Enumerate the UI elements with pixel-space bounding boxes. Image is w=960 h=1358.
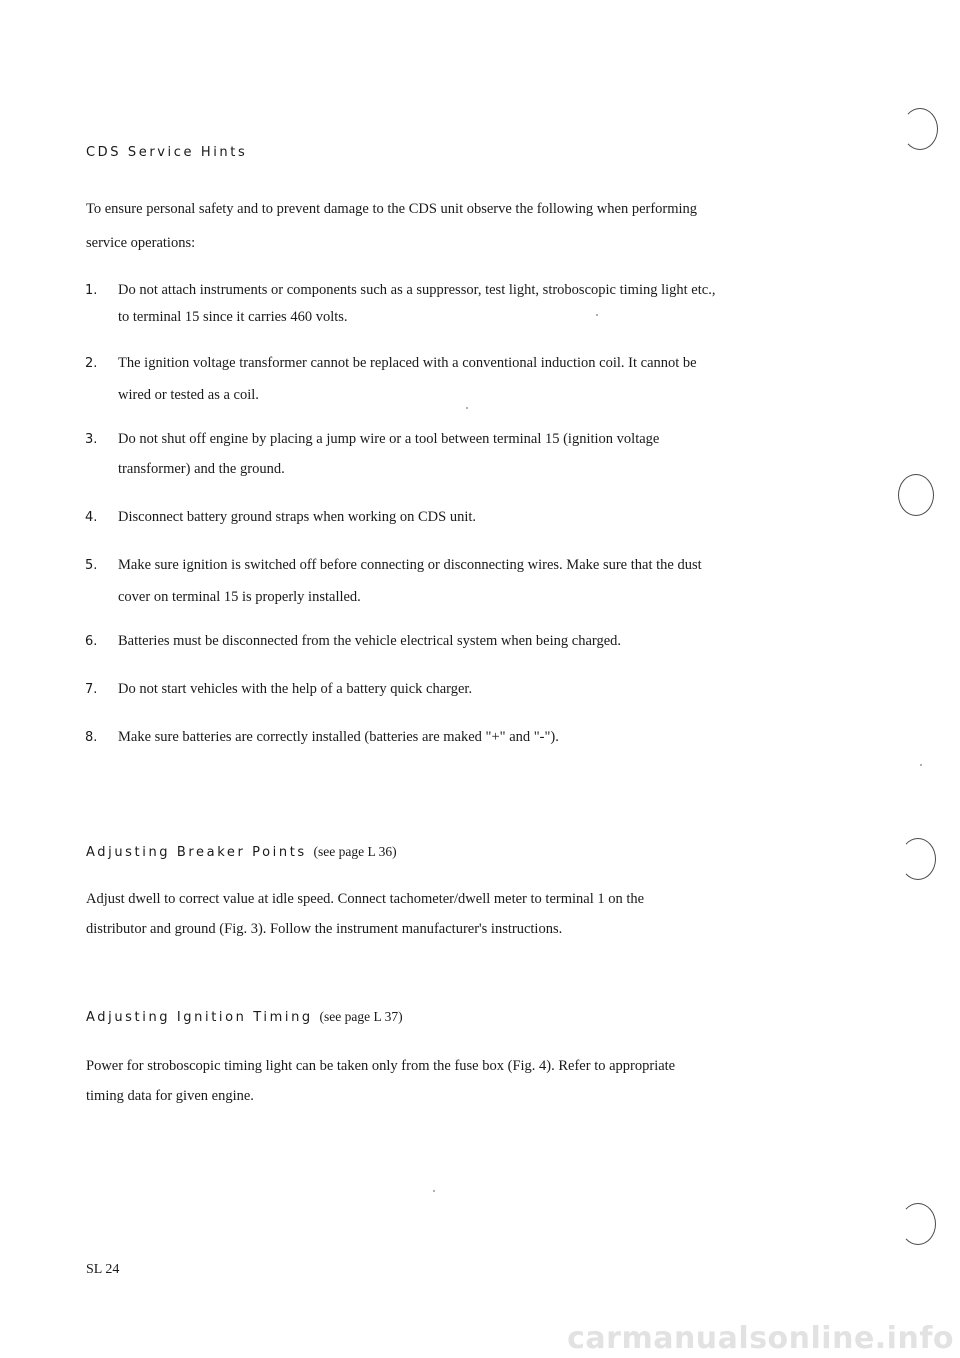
list-item-text: cover on terminal 15 is properly installed.	[118, 589, 361, 605]
section-heading-ignition-timing	[86, 1008, 403, 1027]
list-item-text: Do not shut off engine by placing a jump wire or a tool between terminal 15 (ignition voltage	[118, 431, 660, 447]
binder-hole-icon	[900, 1203, 936, 1245]
list-item-text: to terminal 15 since it carries 460 volts.	[118, 309, 348, 325]
page-number: SL 24	[86, 1262, 120, 1277]
list-item-number: 8.	[85, 730, 98, 745]
list-item-number: 5.	[85, 558, 98, 573]
intro-text-line-1: To ensure personal safety and to prevent damage to the CDS unit observe the following when performing	[86, 201, 698, 217]
watermark: carmanualsonline.info	[567, 1321, 954, 1356]
paragraph-line: Power for stroboscopic timing light can be taken only from the fuse box (Fig. 4). Refer to appropriate	[86, 1058, 676, 1074]
list-item-text: Make sure ignition is switched off before connecting or disconnecting wires. Make sure that the dust	[118, 557, 702, 573]
section-heading-text: Adjusting Ignition Timing	[86, 1010, 313, 1025]
list-item-text: Make sure batteries are correctly installed (batteries are maked "+" and "-").	[118, 729, 559, 745]
list-item-text: Batteries must be disconnected from the vehicle electrical system when being charged.	[118, 633, 622, 649]
scan-speck	[596, 314, 598, 316]
intro-text-line-2: service operations:	[86, 235, 196, 251]
paragraph-line: Adjust dwell to correct value at idle speed. Connect tachometer/dwell meter to terminal 1 on the	[86, 891, 645, 907]
list-item-number: 6.	[85, 634, 98, 649]
list-item-text: Disconnect battery ground straps when working on CDS unit.	[118, 509, 477, 525]
list-item-number: 4.	[85, 510, 98, 525]
section-heading-breaker-points	[86, 843, 397, 862]
binder-hole-icon	[900, 838, 936, 880]
scan-speck	[433, 1190, 435, 1192]
page-reference: (see page L 37)	[319, 1009, 403, 1024]
section-heading-cds: CDS Service Hints	[86, 145, 248, 160]
list-item-text: transformer) and the ground.	[118, 461, 285, 477]
paragraph-line: distributor and ground (Fig. 3). Follow the instrument manufacturer's instructions.	[86, 921, 563, 937]
page-reference: (see page L 36)	[313, 844, 397, 859]
list-item-text: Do not attach instruments or components such as a suppressor, test light, stroboscopic timing light etc.,	[118, 282, 716, 298]
scan-speck	[920, 764, 922, 766]
paragraph-line: timing data for given engine.	[86, 1088, 254, 1104]
list-item-number: 3.	[85, 432, 98, 447]
binder-hole-icon	[902, 108, 938, 150]
list-item-number: 1.	[85, 283, 98, 298]
list-item-text: wired or tested as a coil.	[118, 387, 259, 403]
section-heading-text: Adjusting Breaker Points	[86, 845, 307, 860]
binder-hole-icon	[898, 474, 934, 516]
list-item-text: The ignition voltage transformer cannot be replaced with a conventional induction coil. It cannot be	[118, 355, 697, 371]
list-item-text: Do not start vehicles with the help of a battery quick charger.	[118, 681, 473, 697]
list-item-number: 2.	[85, 356, 98, 371]
list-item-number: 7.	[85, 682, 98, 697]
scan-speck	[466, 407, 468, 409]
